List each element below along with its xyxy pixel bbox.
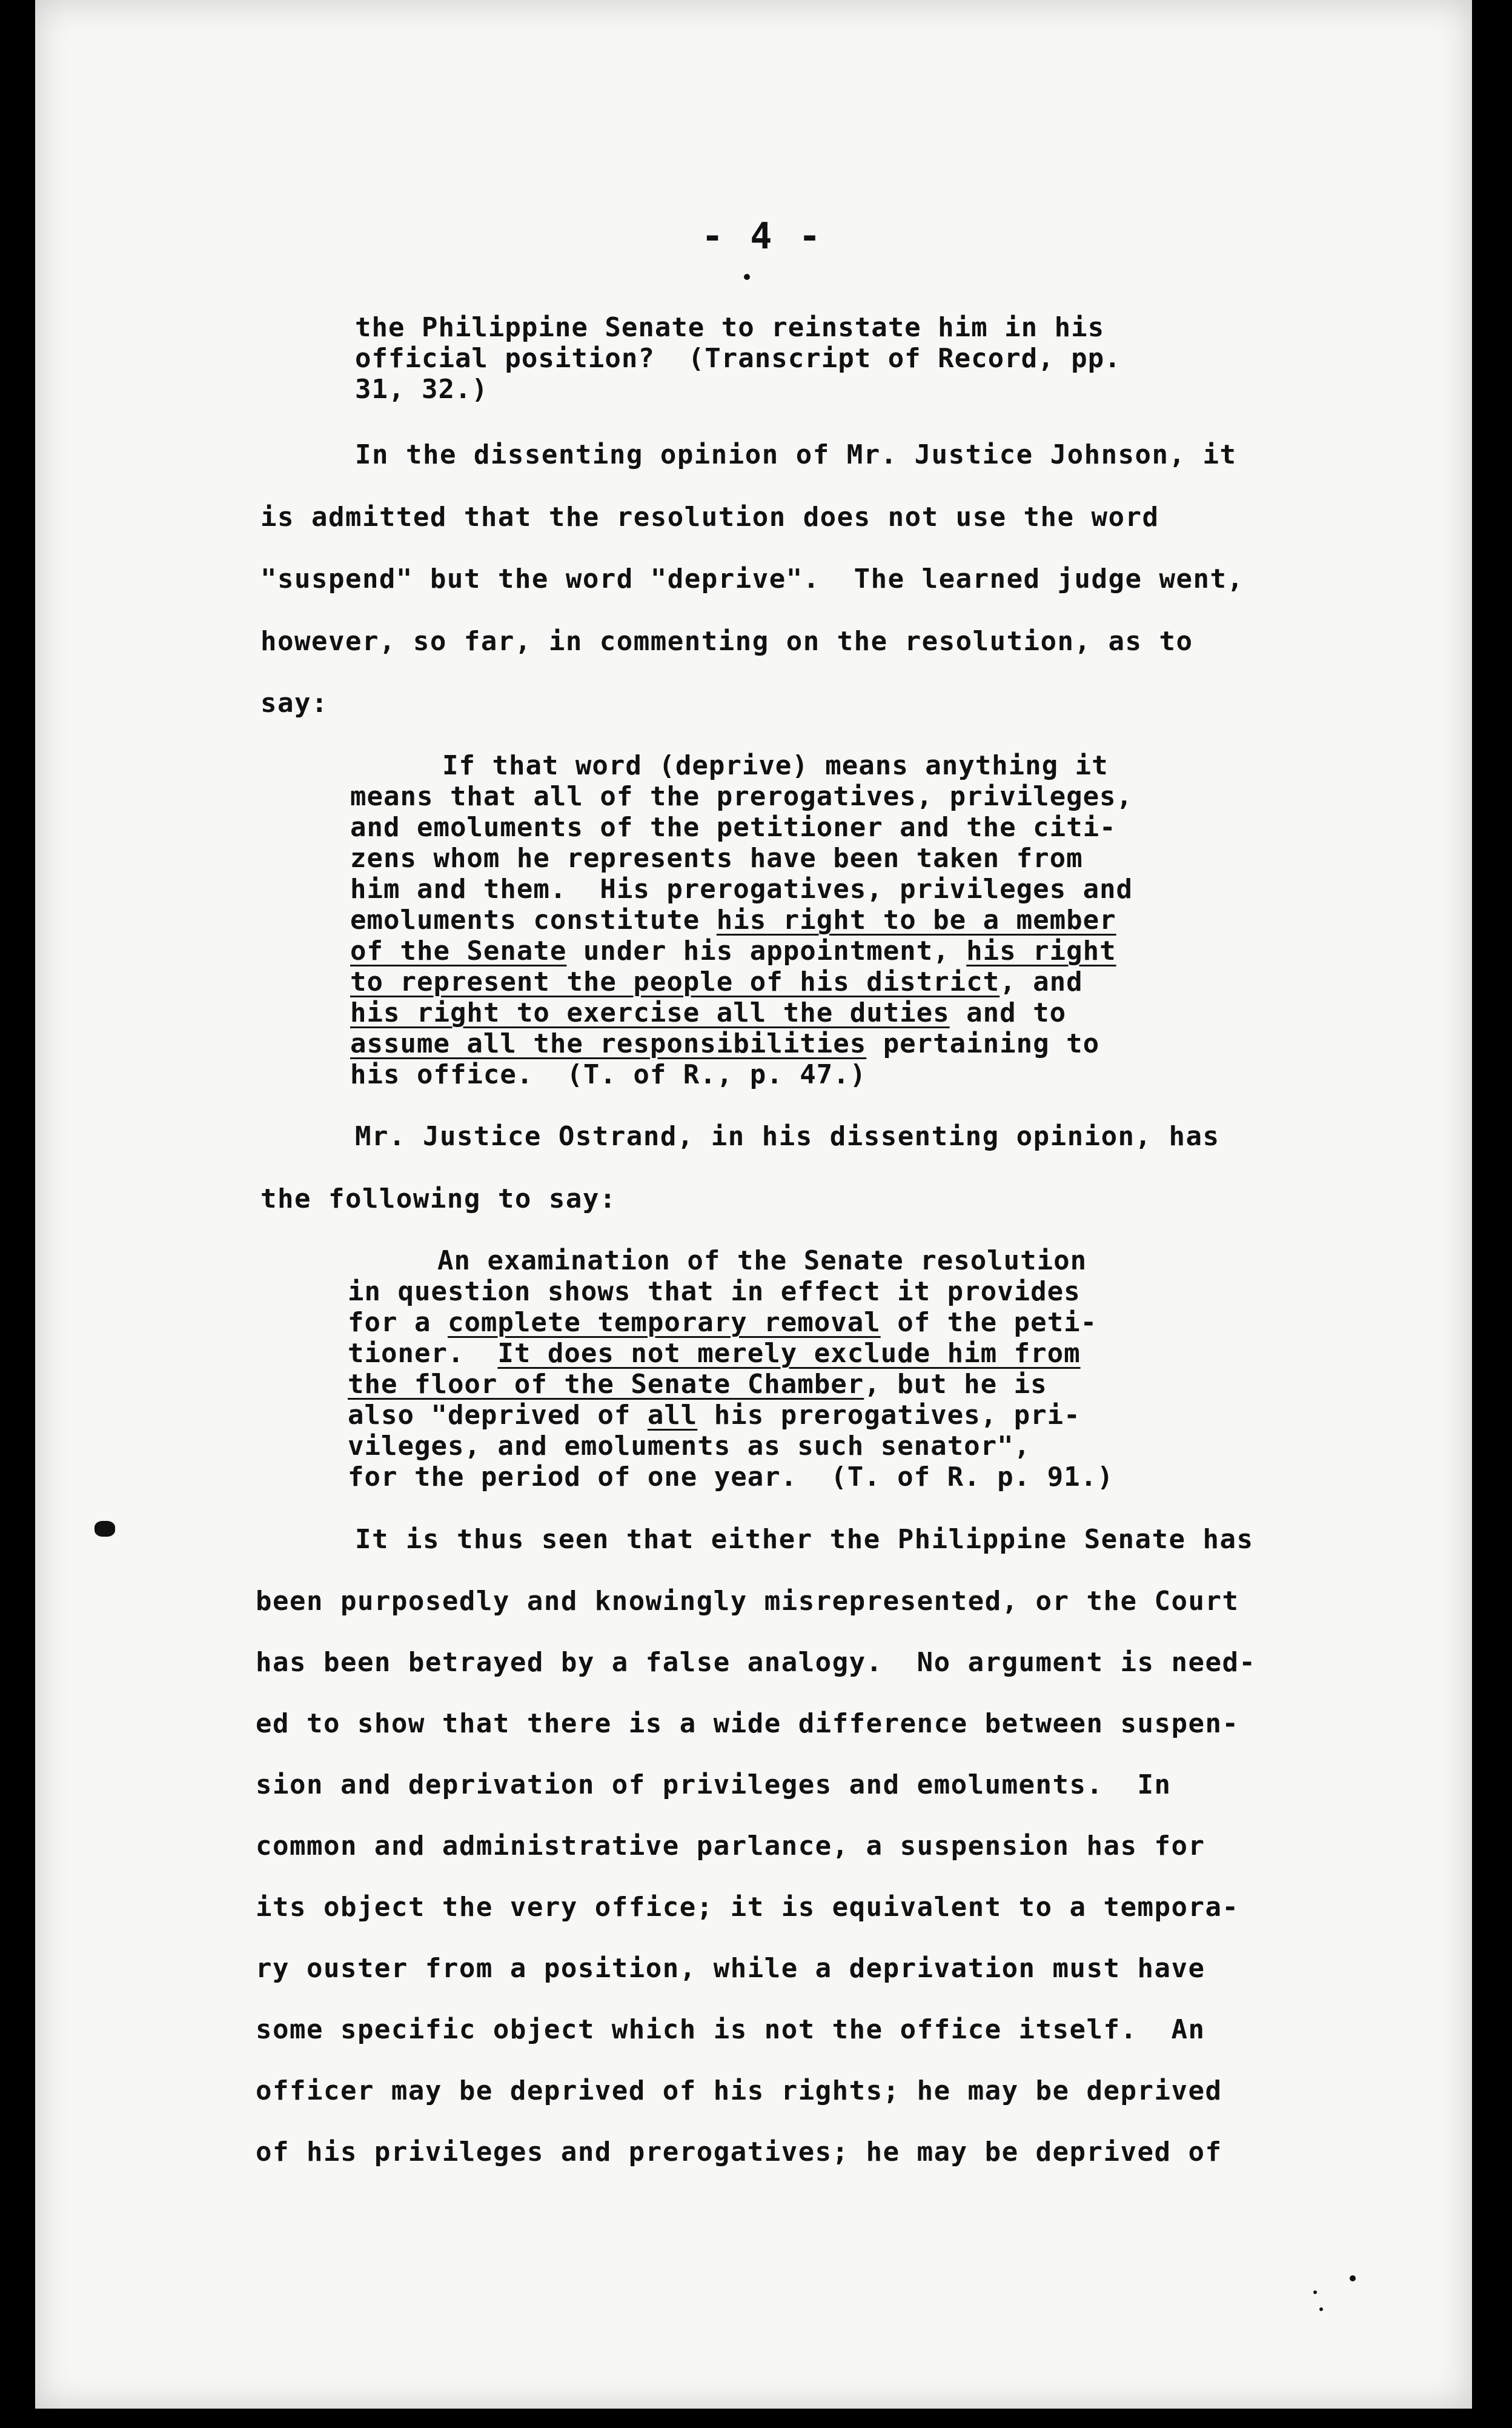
paragraph-line: "suspend" but the word "deprive". The learned judge went, xyxy=(260,564,1244,594)
block-quote-line: his office. (T. of R., p. 47.) xyxy=(350,1059,867,1090)
quote-text: tioner. xyxy=(348,1338,498,1369)
block-quote-line xyxy=(348,1400,1081,1431)
quote-text: and to xyxy=(949,997,1067,1028)
paragraph-line: some specific object which is not the office itself. An xyxy=(256,2014,1205,2045)
block-quote-line xyxy=(350,936,1116,966)
quote-text: , but he is xyxy=(864,1369,1047,1400)
page-content xyxy=(35,0,1472,2409)
block-quote-line xyxy=(350,997,1066,1028)
quote-text: also "deprived of xyxy=(348,1400,648,1431)
paragraph-line: Mr. Justice Ostrand, in his dissenting opinion, has xyxy=(355,1121,1220,1152)
block-quote-line: If that word (deprive) means anything it xyxy=(442,750,1109,781)
paragraph-line: say: xyxy=(260,688,328,719)
block-quote-line: him and them. His prerogatives, privileges and xyxy=(350,874,1133,905)
underlined-passage: his right to exercise all the duties xyxy=(350,997,950,1028)
paragraph-line: been purposedly and knowingly misrepresented, or the Court xyxy=(256,1586,1239,1617)
underlined-passage: to represent the people of his district xyxy=(350,966,1000,997)
paragraph-line: ry ouster from a position, while a deprivation must have xyxy=(256,1953,1205,1984)
underlined-passage: his right to be a member xyxy=(716,905,1116,936)
quote-text: pertaining to xyxy=(866,1028,1100,1059)
quote-text: , and xyxy=(1000,966,1083,997)
block-quote-line xyxy=(350,966,1083,997)
paragraph-line: has been betrayed by a false analogy. No argument is need- xyxy=(256,1647,1256,1678)
opening-quote-line: 31, 32.) xyxy=(355,374,488,405)
block-quote-line xyxy=(348,1338,1081,1369)
ink-blot xyxy=(94,1521,115,1537)
paragraph-line: officer may be deprived of his rights; he may be deprived xyxy=(256,2075,1222,2106)
underlined-passage: all xyxy=(647,1400,698,1431)
paragraph-line: sion and deprivation of privileges and emoluments. In xyxy=(256,1769,1172,1800)
underlined-passage: complete temporary removal xyxy=(447,1307,881,1338)
ink-speck xyxy=(1319,2307,1323,2311)
paragraph-line: its object the very office; it is equivalent to a tempora- xyxy=(256,1892,1239,1923)
block-quote-line xyxy=(350,1028,1099,1059)
ink-speck xyxy=(744,274,750,280)
block-quote-line xyxy=(348,1307,1097,1338)
block-quote-line xyxy=(348,1369,1047,1400)
ink-speck xyxy=(1313,2290,1317,2294)
paragraph-line: In the dissenting opinion of Mr. Justice Johnson, it xyxy=(355,439,1237,470)
underlined-passage: It does not merely exclude him from xyxy=(497,1338,1081,1369)
block-quote-line: in question shows that in effect it provides xyxy=(348,1276,1081,1307)
block-quote-line: An examination of the Senate resolution xyxy=(437,1245,1087,1276)
opening-quote-line: the Philippine Senate to reinstate him in his xyxy=(355,312,1105,343)
opening-quote-line: official position? (Transcript of Record, pp. xyxy=(355,343,1121,374)
quote-text: under his appointment, xyxy=(566,936,967,966)
block-quote-line xyxy=(350,905,1116,936)
page-number: - 4 - xyxy=(701,215,823,258)
paragraph-line: the following to say: xyxy=(260,1183,617,1214)
ink-speck xyxy=(1350,2275,1356,2281)
paragraph-line: however, so far, in commenting on the resolution, as to xyxy=(260,626,1193,657)
paragraph-line: common and administrative parlance, a suspension has for xyxy=(256,1831,1205,1861)
block-quote-line: means that all of the prerogatives, privileges, xyxy=(350,781,1133,812)
underlined-passage: the floor of the Senate Chamber xyxy=(348,1369,864,1400)
paragraph-line: ed to show that there is a wide difference between suspen- xyxy=(256,1708,1239,1739)
document-page xyxy=(35,0,1472,2409)
quote-text: for a xyxy=(348,1307,448,1338)
block-quote-line: zens whom he represents have been taken from xyxy=(350,843,1083,874)
underlined-passage: assume all the responsibilities xyxy=(350,1028,867,1059)
underlined-passage: his right xyxy=(966,936,1116,966)
block-quote-line: for the period of one year. (T. of R. p. 91.) xyxy=(348,1462,1114,1492)
paragraph-line: is admitted that the resolution does not use the word xyxy=(260,502,1159,533)
quote-text: of the peti- xyxy=(880,1307,1098,1338)
paragraph-line: of his privileges and prerogatives; he may be deprived of xyxy=(256,2137,1222,2167)
quote-text: his prerogatives, pri- xyxy=(697,1400,1081,1431)
quote-text: emoluments constitute xyxy=(350,905,717,936)
block-quote-line: vileges, and emoluments as such senator", xyxy=(348,1431,1031,1462)
block-quote-line: and emoluments of the petitioner and the citi- xyxy=(350,812,1116,843)
underlined-passage: of the Senate xyxy=(350,936,567,966)
paragraph-line: It is thus seen that either the Philippine Senate has xyxy=(355,1524,1254,1555)
